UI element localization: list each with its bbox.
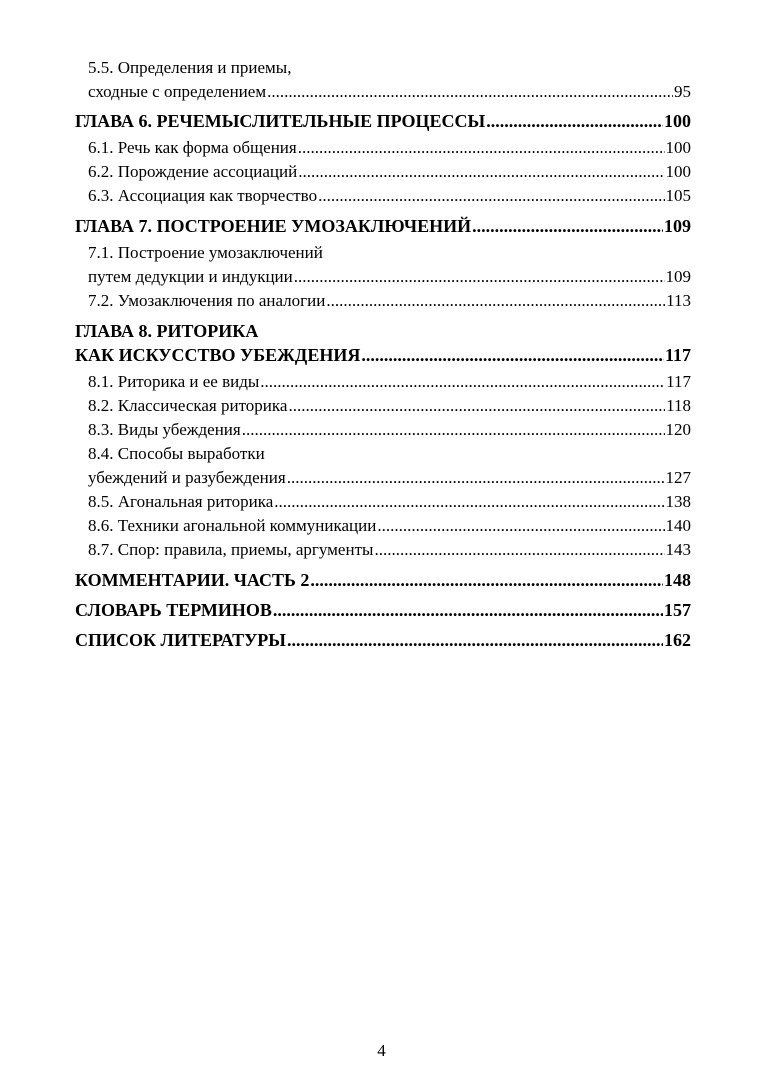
leader-dots xyxy=(287,628,663,652)
toc-page-number: 100 xyxy=(665,138,691,158)
chapter-title: СЛОВАРЬ ТЕРМИНОВ xyxy=(75,600,272,621)
toc-entry-5-5 xyxy=(75,56,691,103)
toc-chapter-7 xyxy=(75,214,691,313)
leader-dots xyxy=(288,394,665,418)
toc-page-number: 138 xyxy=(665,492,691,512)
chapter-heading xyxy=(75,568,691,592)
chapter-heading xyxy=(75,109,691,133)
toc-page-number: 117 xyxy=(664,345,691,366)
toc-comments xyxy=(75,568,691,592)
leader-dots xyxy=(287,466,665,490)
leader-dots xyxy=(274,490,664,514)
toc-entry-label-line1: 8.4. Способы выработки xyxy=(88,444,265,464)
chapter-heading xyxy=(75,598,691,622)
toc-entry xyxy=(88,136,691,160)
leader-dots xyxy=(242,418,665,442)
leader-dots xyxy=(298,136,665,160)
leader-dots xyxy=(318,184,664,208)
toc-entry-label: 8.1. Риторика и ее виды xyxy=(88,372,260,392)
toc-references xyxy=(75,628,691,652)
toc-entry-label: 6.1. Речь как форма общения xyxy=(88,138,297,158)
toc-page-number: 117 xyxy=(666,372,691,392)
toc-page-number: 118 xyxy=(666,396,691,416)
toc-entry xyxy=(88,490,691,514)
toc-entry xyxy=(88,538,691,562)
chapter-title-line2: КАК ИСКУССТВО УБЕЖДЕНИЯ xyxy=(75,345,361,366)
toc-page-number: 127 xyxy=(665,468,691,488)
toc-chapter-8 xyxy=(75,319,691,562)
leader-dots xyxy=(377,514,664,538)
toc-entry xyxy=(88,418,691,442)
toc-entry-label: 8.7. Спор: правила, приемы, аргументы xyxy=(88,540,374,560)
toc-page-number: 162 xyxy=(664,630,691,651)
toc-entry xyxy=(88,514,691,538)
leader-dots xyxy=(361,343,664,367)
toc-entry-label-line2: путем дедукции и индукции xyxy=(88,267,293,287)
toc-entry xyxy=(88,184,691,208)
table-of-contents xyxy=(75,56,691,652)
toc-entry-label-line1: 5.5. Определения и приемы, xyxy=(88,58,292,77)
toc-entry xyxy=(88,370,691,394)
toc-page-number: 95 xyxy=(674,81,691,101)
toc-entry-label: 6.2. Порождение ассоциаций xyxy=(88,162,298,182)
toc-page-number: 100 xyxy=(665,162,691,182)
toc-entry xyxy=(88,265,691,289)
toc-glossary xyxy=(75,598,691,622)
leader-dots xyxy=(472,214,663,238)
chapter-title: ГЛАВА 6. РЕЧЕМЫСЛИТЕЛЬНЫЕ ПРОЦЕССЫ xyxy=(75,111,486,132)
toc-entry xyxy=(88,394,691,418)
toc-page-number: 100 xyxy=(664,111,691,132)
toc-entry-line xyxy=(88,80,691,104)
toc-entry-label: 8.6. Техники агональной коммуникации xyxy=(88,516,377,536)
toc-entry-label: 7.2. Умозаключения по аналогии xyxy=(88,291,326,311)
toc-entry xyxy=(88,289,691,313)
toc-page-number: 120 xyxy=(665,420,691,440)
toc-entry-label-line2: сходные с определением xyxy=(88,81,267,101)
toc-entry-label: 8.5. Агональная риторика xyxy=(88,492,274,512)
toc-entry-label: 6.3. Ассоциация как творчество xyxy=(88,186,318,206)
chapter-sections xyxy=(75,370,691,562)
leader-dots xyxy=(486,109,663,133)
toc-entry-label: 8.2. Классическая риторика xyxy=(88,396,288,416)
toc-page-number: 148 xyxy=(664,570,691,591)
chapter-title: КОММЕНТАРИИ. ЧАСТЬ 2 xyxy=(75,570,310,591)
leader-dots xyxy=(310,568,663,592)
chapter-title: ГЛАВА 7. ПОСТРОЕНИЕ УМОЗАКЛЮЧЕНИЙ xyxy=(75,216,472,237)
page-footer-number: 4 xyxy=(377,1041,386,1060)
toc-page-number: 143 xyxy=(665,540,691,560)
chapter-heading xyxy=(75,343,691,367)
chapter-heading xyxy=(75,628,691,652)
leader-dots xyxy=(273,598,663,622)
chapter-heading xyxy=(75,214,691,238)
leader-dots xyxy=(267,80,673,104)
toc-page-number: 157 xyxy=(664,600,691,621)
toc-entry xyxy=(88,466,691,490)
toc-entry-label-line2: убеждений и разубеждения xyxy=(88,468,286,488)
toc-page-number: 140 xyxy=(665,516,691,536)
leader-dots xyxy=(326,289,665,313)
toc-page-number: 113 xyxy=(666,291,691,311)
chapter-title-line1: ГЛАВА 8. РИТОРИКА xyxy=(75,321,259,342)
chapter-title: СПИСОК ЛИТЕРАТУРЫ xyxy=(75,630,286,651)
chapter-sections xyxy=(75,241,691,313)
leader-dots xyxy=(260,370,665,394)
leader-dots xyxy=(294,265,665,289)
toc-entry-label-line1: 7.1. Построение умозаключений xyxy=(88,243,323,263)
toc-page-number: 109 xyxy=(665,267,691,287)
toc-page-number: 105 xyxy=(665,186,691,206)
toc-chapter-6 xyxy=(75,109,691,208)
toc-entry-label: 8.3. Виды убеждения xyxy=(88,420,241,440)
leader-dots xyxy=(374,538,664,562)
toc-page-number: 109 xyxy=(664,216,691,237)
chapter-sections xyxy=(75,136,691,208)
toc-entry xyxy=(88,160,691,184)
leader-dots xyxy=(298,160,664,184)
